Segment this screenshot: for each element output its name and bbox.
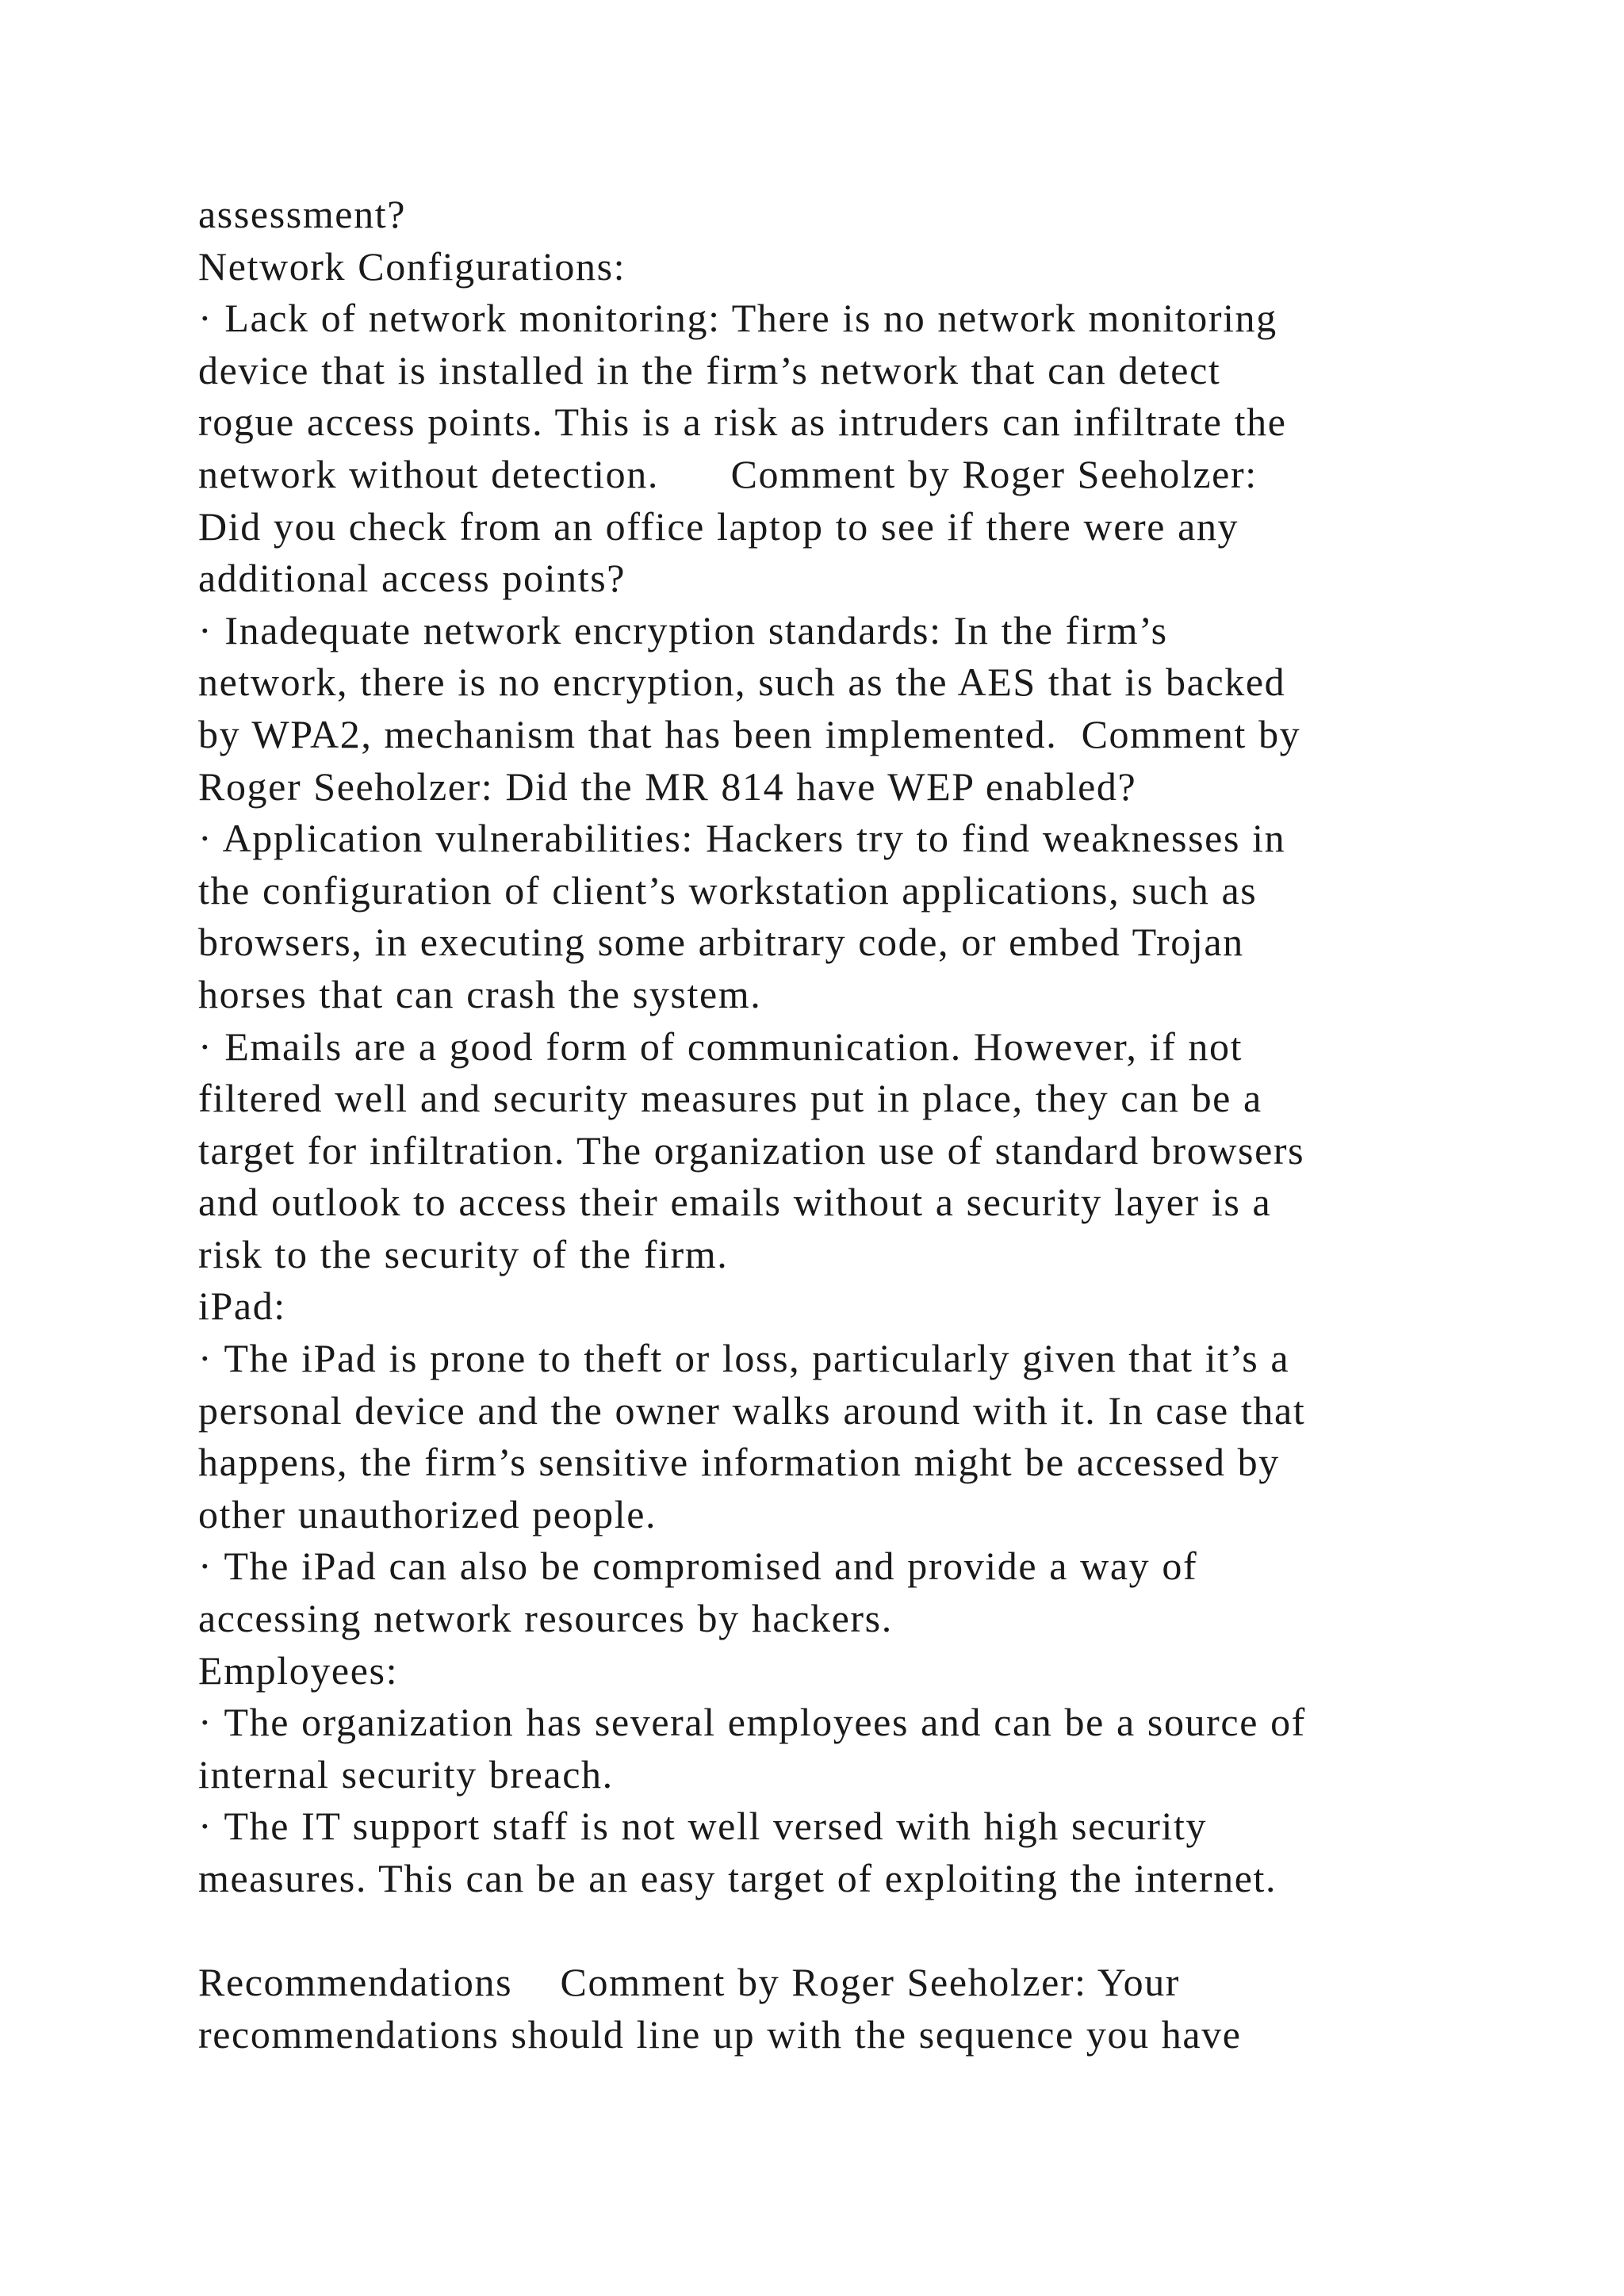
text-line: network, there is no encryption, such as the AES that is backed xyxy=(198,660,1286,705)
comment-text-line: recommendations should line up with the sequence you have xyxy=(198,2011,1242,2057)
text-line: · Application vulnerabilities: Hackers try to find weaknesses in xyxy=(198,816,1286,861)
text-line: · Inadequate network encryption standards: In the firm’s xyxy=(198,607,1168,652)
blank-line xyxy=(198,1905,1467,1957)
comment-text-line: Roger Seeholzer: Did the MR 814 have WEP enabled? xyxy=(198,763,1137,809)
text-line: horses that can crash the system. xyxy=(198,971,762,1016)
text-line: assessment? xyxy=(198,192,406,236)
document-body xyxy=(198,189,1467,2061)
comment-text-line: additional access points? xyxy=(198,556,626,601)
text-line-with-comment: by WPA2, mechanism that has been implemented. Comment by xyxy=(198,711,1301,756)
text-line: browsers, in executing some arbitrary code, or embed Trojan xyxy=(198,920,1244,965)
comment-text-line: Did you check from an office laptop to see if there were any xyxy=(198,503,1239,549)
section-heading-employees: Employees: xyxy=(198,1647,399,1693)
text-line: filtered well and security measures put in place, they can be a xyxy=(198,1076,1262,1121)
text-line: · The IT support staff is not well versed with high security xyxy=(198,1804,1208,1849)
text-line: happens, the firm’s sensitive information might be accessed by xyxy=(198,1440,1280,1485)
section-heading-network-configurations: Network Configurations: xyxy=(198,243,626,289)
text-line: · The iPad can also be compromised and provide a way of xyxy=(198,1544,1198,1589)
text-line: rogue access points. This is a risk as intruders can infiltrate the xyxy=(198,400,1287,445)
text-line-with-comment: network without detection. Comment by Roger Seeholzer: xyxy=(198,451,1258,496)
text-line: internal security breach. xyxy=(198,1751,614,1797)
text-line: device that is installed in the firm’s network that can detect xyxy=(198,347,1221,392)
text-line: measures. This can be an easy target of exploiting the internet. xyxy=(198,1856,1277,1900)
text-line: risk to the security of the firm. xyxy=(198,1231,729,1276)
text-line: · Emails are a good form of communication. However, if not xyxy=(198,1024,1243,1069)
text-line: accessing network resources by hackers. xyxy=(198,1596,893,1641)
text-line: · The iPad is prone to theft or loss, particularly given that it’s a xyxy=(198,1336,1290,1381)
text-line: target for infiltration. The organization use of standard browsers xyxy=(198,1127,1305,1173)
text-line: · Lack of network monitoring: There is no network monitoring xyxy=(198,296,1277,341)
section-heading-ipad: iPad: xyxy=(198,1284,286,1329)
section-heading-recommendations: Recommendations Comment by Roger Seeholzer: Your xyxy=(198,1960,1181,2005)
text-line: other unauthorized people. xyxy=(198,1491,657,1536)
text-line: and outlook to access their emails without a security layer is a xyxy=(198,1180,1272,1225)
text-line: · The organization has several employees and can be a source of xyxy=(198,1700,1306,1745)
text-line: the configuration of client’s workstation applications, such as xyxy=(198,867,1258,913)
text-line: personal device and the owner walks around with it. In case that xyxy=(198,1387,1306,1433)
